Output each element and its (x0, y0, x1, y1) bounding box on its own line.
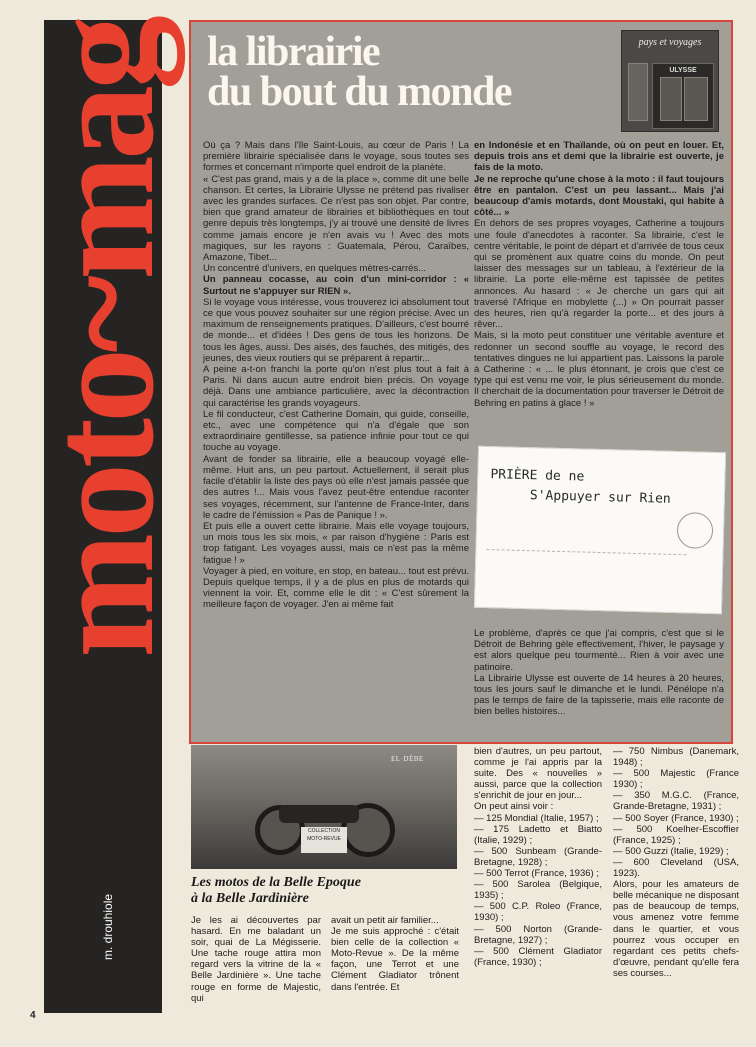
sidebar-column-3 (474, 746, 602, 968)
paragraph: Je ne reproche qu'une chose à la moto : il faut toujours être en pantalon. C'est un peu lassant... Mais j'ai beaucoup d'amis motards, dont Moustaki, qui habite à côté... » (474, 173, 724, 219)
shop-window (660, 77, 682, 121)
list-item: — 500 Terrot (France, 1936) ; (474, 868, 599, 880)
sidebar-article-title (191, 875, 457, 907)
paragraph: La Librairie Ulysse est ouverte de 14 heures à 20 heures, tous les jours sauf le dimanche et le lundi. Pénélope n'a pas le temps de faire de la tapisserie, mais elle raconte de bien belles histoires... (474, 672, 724, 718)
paragraph: Si le voyage vous intéresse, vous trouverez ici absolument tout ce que vous pouvez souhaiter sur une région précise. Avec un maximum de renseignements pratiques. D'ailleurs, c'est bourré de monde... et d'idées ! Des gens de tous les horizons. De tous les âges, aussi. Des aisés, des fauchés, des mitigés, des jeunes, des vieux routiers qui se préparent à repartir... (203, 296, 469, 364)
list-item: — 750 Nimbus (Danemark, 1948) ; (613, 746, 739, 769)
paragraph: Où ça ? Mais dans l'île Saint-Louis, au cœur de Paris ! La première librairie spécialisée dans le voyage, sous toutes ses formes et concernant n'importe quel endroit de la planète. (203, 140, 469, 174)
masthead-banner (19, 20, 185, 1013)
headline-line-1: la librairie (207, 29, 380, 75)
handwritten-note-photo (474, 446, 726, 614)
paragraph: avait un petit air familier... (331, 915, 439, 926)
sidebar-column-2 (331, 915, 459, 993)
list-item: — 350 M.G.C. (France, Grande-Bretagne, 1931) ; (613, 790, 739, 813)
list-item: — 175 Ladetto et Biatto (Italie, 1929) ; (474, 823, 602, 846)
list-item: — 500 C.P. Roleo (France, 1930) ; (474, 901, 602, 924)
list-item: — 500 Norton (Grande-Bretagne, 1927) ; (474, 923, 602, 946)
scribble-mark (486, 535, 686, 555)
article-column-left (203, 140, 469, 611)
article-column-right-bottom (474, 628, 724, 718)
motorcycle-exhibit-photo (191, 745, 457, 869)
article-headline (207, 29, 627, 115)
paragraph: Avant de fonder sa librairie, elle a beaucoup voyagé elle-même. Huit ans, un peu partout. Actuellement, il serait plus facile d'établir la liste des pays où elle n'est jamais passée que des autres !... Mais vous l'avez peut-être entendue raconter ses voyages, récemment, sur l'antenne de France-Inter, dans le cadre de l'émission « Pas de Panique ! ». (203, 453, 469, 521)
sidebar-column-1 (191, 915, 321, 1004)
list-item: — 500 Sunbeam (Grande-Bretagne, 1928) ; (474, 845, 602, 868)
handwritten-note-text (490, 465, 717, 511)
paragraph: Je me suis approché : c'était bien celle de la collection « Moto-Revue ». De la même façon, une Terrot et une Clément Gladiator trônent dans l'entrée. Et (331, 926, 459, 993)
list-item: — 500 Koelher-Escoffier (France, 1925) ; (613, 823, 739, 846)
sidebar-column-4 (613, 746, 739, 979)
store-sign: EL·DÉBE (391, 755, 424, 763)
paragraph: Je les ai découvertes par hasard. En me baladant un soir, quai de La Mégisserie. Une tache rouge attira mon regard vers la vitrine de la « Belle Jardinière ». Une tache rouge en forme de Majestic, qui (191, 915, 321, 1004)
paragraph: en Indonésie et en Thaïlande, où on peut en louer. Et, depuis trois ans et demi que la librairie est ouverte, je fais de la moto. (474, 140, 724, 174)
shop-door-label: ULYSSE (669, 67, 697, 74)
paragraph: A peine a-t-on franchi la porte qu'on n'est plus tout à fait à Paris. Ni dans aucun autre endroit bien précis. On voyage déjà. Dans une ambiance particulière, avec la décontraction qui caractérise les grands voyageurs. (203, 364, 469, 409)
magazine-title: moto~mag (19, 20, 185, 658)
article-column-right (474, 140, 724, 409)
paragraph: Voyager à pied, en voiture, en stop, en bateau... tout est prévu. Depuis quelque temps, il y a de plus en plus de motards qui viennent la voir. Et, comme elle le dit : « C'est sûrement la meilleure façon de voyager. J'en ai même fait (203, 565, 469, 611)
paragraph: En dehors de ses propres voyages, Catherine a toujours une foule d'anecdotes à raconter. Sa librairie, c'est le centre véritable, le point de départ et d'arrivée de tous ceux qui se promènent aux quatre coins du monde. On peut laisser des messages sur un tableau, à l'extérieur de la librairie. La porte elle-même est tapissée de petites annonces. Au hasard : « Je cherche un gars qui ait traversé l'Afrique en mobylette (...) » On pourrait passer des heures, rien qu'à regarder la porte... et des jours à rêver... (474, 218, 724, 331)
list-item: — 500 Sarolea (Belgique, 1935) ; (474, 879, 602, 902)
author-name: m. drouhiole (101, 893, 115, 960)
page-number: 4 (30, 1010, 36, 1021)
stamp-mark (677, 512, 714, 549)
list-item: — 500 Soyer (France, 1930) ; (613, 812, 739, 824)
paragraph: Le fil conducteur, c'est Catherine Domain, qui guide, conseille, etc., avec une compétence qui n'a d'égale que son extraordinaire gentillesse, sa patience infinie pour tout ce qui touche au voyage. (203, 408, 469, 454)
shop-window (628, 63, 648, 121)
paragraph: Un concentré d'univers, en quelques mètres-carrés... (203, 263, 427, 275)
paragraph: « C'est pas grand, mais y a de la place », comme dit une belle chanson. Et certes, la Librairie Ulysse ne prétend pas rivaliser avec les grandes surfaces. Ce n'est pas son objet. Par contre, bien que grand amateur de librairies et bibliothèques en tout genre depuis très longtemps, j'y ai trouvé une densité de livres comme jamais encore je n'en avais vu ! Avec des mots magiques, sur les rayons : Guatemala, Pérou, Caraïbes, Amazone, Tibet... (203, 173, 469, 264)
paragraph: bien d'autres, un peu partout, comme je l'ai appris par la suite. Des « nouvelles » aussi, parce que la collection s'enrichit de jour en jour... (474, 746, 602, 802)
paragraph: On peut ainsi voir : (474, 801, 554, 813)
paragraph: Le problème, d'après ce que j'ai compris, c'est que si le Détroit de Behring gèle effectivement, l'hiver, le paysage y est alors quelque peu tourmenté... Rien à voir avec une patinoire. (474, 628, 724, 673)
note-line-1: PRIÈRE de ne (490, 467, 585, 485)
shop-window (684, 77, 708, 121)
article-main-panel (189, 20, 733, 744)
collection-display-board: COLLECTION MOTO-REVUE (301, 827, 347, 853)
headline-line-2: du bout du monde (207, 69, 511, 115)
bookshop-photo (621, 30, 719, 132)
note-line-2: S'Appuyer sur Rien (529, 488, 671, 507)
list-item: — 500 Majestic (France 1930) ; (613, 768, 739, 791)
list-item: — 600 Cleveland (USA, 1923). (613, 856, 739, 880)
paragraph: Alors, pour les amateurs de belle mécanique ne disposant pas de beaucoup de temps, vous amenez votre femme dans le quartier, et vous pourrez vous occuper en regardant ces petits chefs-d'œuvre, pendant qu'elle fera ses courses... (613, 879, 739, 979)
caption-line-1: Les motos de la Belle Epoque (191, 875, 361, 890)
paragraph: Un panneau cocasse, au coin d'un mini-corridor : « Surtout ne s'appuyer sur RIEN ». (203, 274, 469, 297)
motorcycle-body (279, 805, 359, 823)
list-item: — 500 Clément Gladiator (France, 1930) ; (474, 945, 602, 968)
caption-line-2: à la Belle Jardinière (191, 891, 309, 906)
paragraph: Mais, si la moto peut constituer une véritable aventure et redonner un second souffle au voyage, le record des tentatives dingues ne lui appartient pas. Laissons la parole à Catherine : « ... le plus étonnant, je crois que c'est ce type qui est venu me voir, le plus sérieusement du monde. Il cherchait de la documentation pour traverser le Détroit de Behring en patins à glace ! » (474, 330, 724, 409)
paragraph: Et puis elle a ouvert cette librairie. Mais elle voyage toujours, un mois tous les six mois, « par raison d'hygiène : Paris est trop fatigant. Les voyages aussi, mais ce n'est pas la même fatigue ! » (203, 520, 469, 566)
shop-sign-text: pays et voyages (638, 37, 702, 48)
list-item: — 125 Mondial (Italie, 1957) ; (474, 812, 599, 824)
list-item: — 500 Guzzi (Italie, 1929) ; (613, 845, 729, 857)
